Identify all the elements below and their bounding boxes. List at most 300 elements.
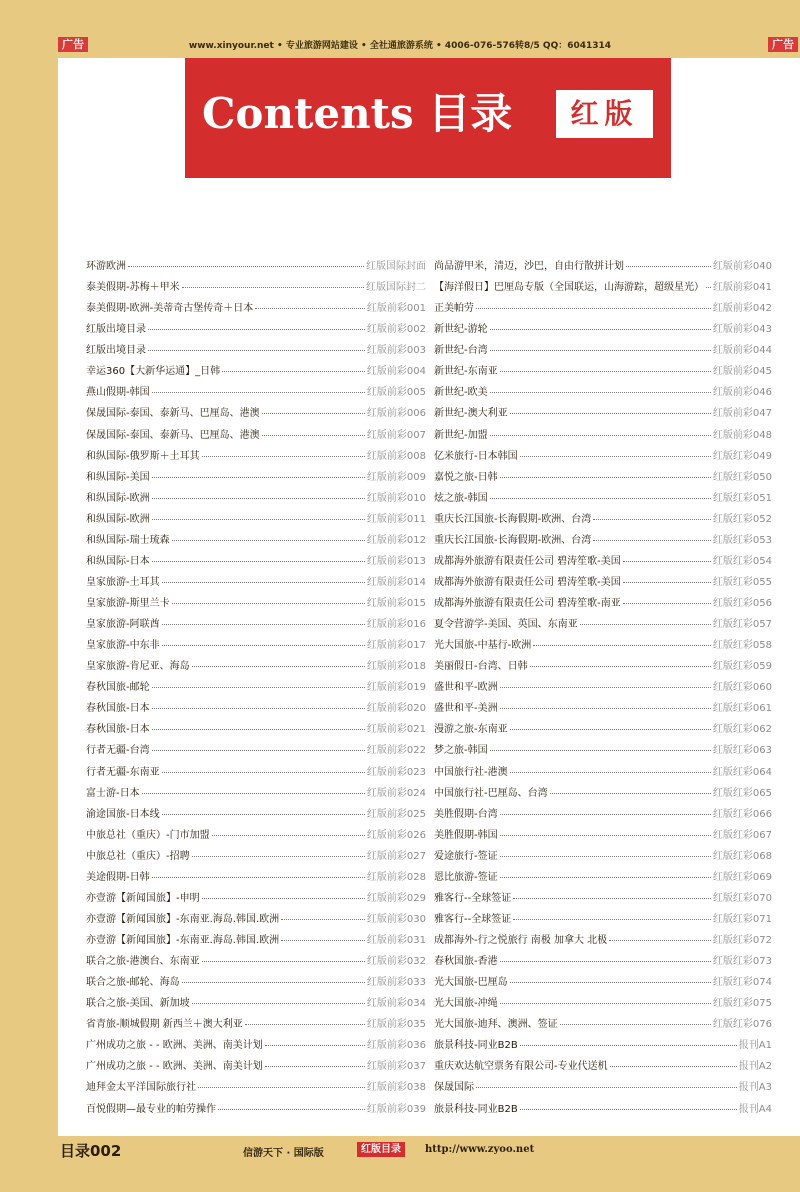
dot-leader bbox=[500, 708, 711, 709]
toc-entry[interactable] bbox=[434, 1035, 772, 1056]
toc-entry[interactable] bbox=[86, 277, 426, 298]
toc-entry[interactable] bbox=[86, 488, 426, 509]
toc-entry-title: 炫之旅-韩国 bbox=[434, 492, 488, 504]
dot-leader bbox=[162, 814, 365, 815]
dot-leader bbox=[510, 413, 711, 414]
toc-entry[interactable] bbox=[434, 804, 772, 825]
toc-entry-page: 红版前彩025 bbox=[366, 808, 426, 820]
dot-leader bbox=[500, 835, 711, 836]
toc-entry-page: 红版前彩036 bbox=[366, 1040, 426, 1052]
toc-entry-page: 红版前彩033 bbox=[366, 977, 426, 989]
toc-entry-title: 旅景科技-同业B2B bbox=[434, 1040, 518, 1052]
dot-leader bbox=[623, 603, 711, 604]
toc-entry-title: 皇家旅游-土耳其 bbox=[86, 576, 160, 588]
site-info: www.xinyour.net • 专业旅游网站建设 • 全社通旅游系统 • 4006-076-576转8/5 QQ：6041314 bbox=[188, 41, 612, 51]
toc-entry-title: 盛世和平-美洲 bbox=[434, 703, 498, 715]
toc-entry-title: 亿米旅行-日本韩国 bbox=[434, 450, 518, 462]
toc-entry-page: 红版前彩018 bbox=[366, 661, 426, 673]
toc-entry-title: 广州成功之旅 - - 欧洲、美洲、南美计划 bbox=[86, 1061, 263, 1073]
toc-entry-page: 红版前彩002 bbox=[366, 324, 426, 336]
dot-leader bbox=[490, 350, 711, 351]
toc-entry-title: 新世纪-台湾 bbox=[434, 345, 488, 357]
toc-entry-title: 夏令营游学-美国、英国、东南亚 bbox=[434, 619, 578, 631]
toc-entry-page: 红版红彩074 bbox=[712, 977, 772, 989]
toc-entry-title: 和纵国际-日本 bbox=[86, 555, 150, 567]
toc-entry[interactable] bbox=[434, 740, 772, 761]
page-number-label: 目录002 bbox=[60, 1142, 122, 1160]
toc-entry-page: 红版红彩054 bbox=[712, 555, 772, 567]
dot-leader bbox=[192, 1003, 365, 1004]
toc-entry[interactable] bbox=[86, 382, 426, 403]
toc-entry[interactable] bbox=[86, 846, 426, 867]
dot-leader bbox=[281, 919, 365, 920]
toc-entry[interactable] bbox=[434, 993, 772, 1014]
toc-entry-page: 报刊A3 bbox=[738, 1082, 772, 1094]
toc-entry[interactable] bbox=[86, 825, 426, 846]
dot-leader bbox=[262, 413, 365, 414]
toc-entry[interactable] bbox=[434, 403, 772, 424]
toc-entry-page: 红版前彩034 bbox=[366, 998, 426, 1010]
toc-entry[interactable] bbox=[434, 298, 772, 319]
toc-entry-page: 红版前彩041 bbox=[712, 282, 772, 294]
toc-entry-title: 行者无疆-东南亚 bbox=[86, 766, 160, 778]
toc-entry-page: 红版前彩010 bbox=[366, 492, 426, 504]
toc-entry[interactable] bbox=[86, 677, 426, 698]
toc-entry-title: 和纵国际-瑞士琉森 bbox=[86, 534, 170, 546]
footer-badge: 红版目录 bbox=[357, 1142, 405, 1157]
toc-entry[interactable] bbox=[434, 425, 772, 446]
toc-entry[interactable] bbox=[434, 783, 772, 804]
toc-entry-page: 红版红彩071 bbox=[712, 913, 772, 925]
toc-entry-title: 幸运360【大新华运通】_日韩 bbox=[86, 366, 221, 378]
toc-entry[interactable] bbox=[86, 656, 426, 677]
dot-leader bbox=[593, 540, 711, 541]
toc-entry-title: 重庆长江国旅-长海假期-欧洲、台湾 bbox=[434, 513, 592, 525]
toc-entry[interactable] bbox=[434, 530, 772, 551]
toc-entry[interactable] bbox=[434, 488, 772, 509]
dot-leader bbox=[128, 266, 364, 267]
toc-entry[interactable] bbox=[86, 403, 426, 424]
toc-entry-title: 春秋国旅-香港 bbox=[434, 956, 498, 968]
toc-entry[interactable] bbox=[434, 361, 772, 382]
toc-entry-title: 渝途国旅-日本线 bbox=[86, 808, 160, 820]
toc-entry-page: 红版红彩065 bbox=[712, 787, 772, 799]
toc-entry-page: 红版前彩012 bbox=[366, 534, 426, 546]
toc-entry[interactable] bbox=[434, 509, 772, 530]
toc-entry[interactable] bbox=[86, 888, 426, 909]
toc-entry-title: 雅客行--全球签证 bbox=[434, 913, 512, 925]
toc-entry-title: 重庆欢达航空票务有限公司-专业代送机 bbox=[434, 1061, 608, 1073]
toc-entry-page: 红版前彩015 bbox=[366, 598, 426, 609]
toc-entry-title: 中国旅行社-港澳 bbox=[434, 766, 508, 778]
toc-entry[interactable] bbox=[86, 783, 426, 804]
toc-entry-page: 红版前彩003 bbox=[366, 345, 426, 357]
toc-entry[interactable] bbox=[86, 446, 426, 467]
toc-entry-title: 联合之旅-美国、新加坡 bbox=[86, 998, 190, 1010]
dot-leader bbox=[265, 1066, 365, 1067]
dot-leader bbox=[550, 793, 711, 794]
banner-title: Contents 目录 bbox=[202, 89, 513, 138]
toc-entry[interactable] bbox=[86, 1099, 426, 1120]
toc-entry[interactable] bbox=[434, 867, 772, 888]
toc-entry[interactable] bbox=[434, 340, 772, 361]
toc-entry[interactable] bbox=[86, 319, 426, 340]
toc-entry-title: 成都海外旅游有限责任公司 碧涛笙歌-美国 bbox=[434, 555, 621, 567]
toc-entry-page: 红版红彩056 bbox=[712, 598, 772, 609]
toc-entry-title: 红版出境目录 bbox=[86, 324, 146, 336]
toc-entry[interactable] bbox=[86, 635, 426, 656]
dot-leader bbox=[623, 561, 711, 562]
toc-entry[interactable] bbox=[434, 551, 772, 572]
toc-entry-title: 漫游之旅-东南亚 bbox=[434, 724, 508, 736]
toc-entry-title: 迪拜金太平洋国际旅行社 bbox=[86, 1082, 196, 1094]
toc-entry-title: 重庆长江国旅-长海假期-欧洲、台湾 bbox=[434, 534, 592, 546]
toc-entry[interactable] bbox=[86, 551, 426, 572]
dot-leader bbox=[152, 561, 365, 562]
toc-entry-page: 红版国际封面 bbox=[366, 261, 426, 272]
toc-entry-title: 和纵国际-俄罗斯＋土耳其 bbox=[86, 450, 200, 462]
toc-entry-page: 红版前彩008 bbox=[366, 450, 426, 462]
toc-entry[interactable] bbox=[86, 1077, 426, 1098]
dot-leader bbox=[212, 835, 365, 836]
toc-entry[interactable] bbox=[434, 888, 772, 909]
toc-entry-page: 红版红彩067 bbox=[712, 829, 772, 841]
toc-entry[interactable] bbox=[86, 762, 426, 783]
toc-entry[interactable] bbox=[434, 614, 772, 635]
ad-label-right: 广告 bbox=[768, 37, 798, 52]
dot-leader bbox=[245, 1024, 365, 1025]
toc-entry-page: 红版前彩019 bbox=[366, 682, 426, 694]
toc-entry-title: 雅客行--全球签证 bbox=[434, 892, 512, 904]
dot-leader bbox=[152, 498, 365, 499]
toc-entry-title: 成都海外旅游有限责任公司 碧涛笙歌-南亚 bbox=[434, 598, 621, 609]
dot-leader bbox=[148, 329, 365, 330]
dot-leader bbox=[152, 877, 365, 878]
toc-entry[interactable] bbox=[434, 467, 772, 488]
footer-url[interactable]: http://www.zyoo.net bbox=[425, 1144, 535, 1155]
toc-entry[interactable] bbox=[86, 719, 426, 740]
toc-entry[interactable] bbox=[434, 762, 772, 783]
dot-leader bbox=[500, 1003, 711, 1004]
toc-entry-page: 红版红彩062 bbox=[712, 724, 772, 736]
footer-brand: 信游天下 · 国际版 bbox=[243, 1148, 324, 1159]
toc-entry-page: 红版前彩009 bbox=[366, 471, 426, 483]
toc-entry[interactable] bbox=[434, 382, 772, 403]
toc-entry-page: 红版前彩046 bbox=[712, 387, 772, 399]
toc-entry-page: 红版前彩007 bbox=[366, 429, 426, 441]
dot-leader bbox=[148, 350, 365, 351]
dot-leader bbox=[182, 287, 364, 288]
toc-entry-title: 美途假期-日韩 bbox=[86, 871, 150, 883]
toc-entry[interactable] bbox=[434, 635, 772, 656]
toc-entry[interactable] bbox=[434, 277, 772, 298]
toc-entry-page: 红版红彩049 bbox=[712, 450, 772, 462]
dot-leader bbox=[281, 940, 365, 941]
dot-leader bbox=[510, 982, 711, 983]
toc-entry-title: 联合之旅-邮轮、海岛 bbox=[86, 977, 180, 989]
toc-entry-page: 红版红彩070 bbox=[712, 892, 772, 904]
toc-entry[interactable] bbox=[434, 1056, 772, 1077]
toc-entry[interactable] bbox=[86, 740, 426, 761]
footer bbox=[0, 1136, 800, 1192]
toc-entry-page: 红版前彩042 bbox=[712, 303, 772, 315]
dot-leader bbox=[265, 1045, 365, 1046]
toc-entry-page: 红版前彩023 bbox=[366, 766, 426, 778]
dot-leader bbox=[162, 772, 365, 773]
toc-entry-page: 红版红彩073 bbox=[712, 956, 772, 968]
dot-leader bbox=[490, 498, 711, 499]
toc-entry[interactable] bbox=[434, 698, 772, 719]
dot-leader bbox=[706, 287, 711, 288]
toc-entry-title: 春秋国旅-日本 bbox=[86, 703, 150, 715]
dot-leader bbox=[560, 1024, 711, 1025]
dot-leader bbox=[510, 729, 711, 730]
toc-entry-title: 【海洋假日】巴厘岛专版（全国联运，山海游踪，超级星光） bbox=[434, 282, 704, 294]
toc-entry-title: 泰美假期-苏梅＋甲米 bbox=[86, 282, 180, 294]
toc-entry-page: 红版前彩026 bbox=[366, 829, 426, 841]
toc-entry-title: 美丽假日-台湾、日韩 bbox=[434, 661, 528, 673]
toc-entry-title: 亦壹游【新闻国旅】-东南亚.海岛.韩国.欧洲 bbox=[86, 935, 280, 946]
toc-entry-title: 燕山假期-韩国 bbox=[86, 387, 150, 399]
toc-entry[interactable] bbox=[434, 446, 772, 467]
dot-leader bbox=[172, 540, 365, 541]
dot-leader bbox=[218, 1109, 365, 1110]
toc-entry[interactable] bbox=[86, 425, 426, 446]
toc-entry-page: 报刊A2 bbox=[738, 1061, 772, 1073]
dot-leader bbox=[152, 708, 365, 709]
dot-leader bbox=[513, 898, 711, 899]
toc-entry[interactable] bbox=[86, 593, 426, 614]
toc-entry-page: 红版红彩069 bbox=[712, 871, 772, 883]
toc-entry-page: 红版红彩051 bbox=[712, 492, 772, 504]
toc-entry-page: 红版红彩057 bbox=[712, 619, 772, 631]
toc-entry-page: 红版前彩043 bbox=[712, 324, 772, 336]
toc-entry-page: 红版前彩048 bbox=[712, 429, 772, 441]
toc-entry-title: 新世纪-游轮 bbox=[434, 324, 488, 336]
dot-leader bbox=[192, 666, 365, 667]
toc-entry[interactable] bbox=[86, 930, 426, 951]
dot-leader bbox=[580, 624, 711, 625]
toc-entry[interactable] bbox=[434, 677, 772, 698]
toc-entry-title: 省青旅-顺城假期 新西兰＋澳大利亚 bbox=[86, 1019, 243, 1031]
dot-leader bbox=[198, 1087, 365, 1088]
toc-entry[interactable] bbox=[86, 1056, 426, 1077]
toc-entry-title: 保晟国际-泰国、泰新马、巴厘岛、港澳 bbox=[86, 429, 260, 441]
toc-entry-page: 红版红彩064 bbox=[712, 766, 772, 778]
toc-entry-page: 红版前彩039 bbox=[366, 1103, 426, 1115]
toc-right-column bbox=[434, 256, 772, 1120]
toc-entry-title: 成都海外-行之悦旅行 南极 加拿大 北极 bbox=[434, 935, 608, 946]
toc-entry-title: 嘉悦之旅-日韩 bbox=[434, 471, 498, 483]
dot-leader bbox=[152, 750, 365, 751]
contents-banner bbox=[185, 58, 671, 178]
toc-entry-page: 红版前彩031 bbox=[366, 935, 426, 946]
toc-entry-title: 新世纪-加盟 bbox=[434, 429, 488, 441]
toc-entry-title: 环游欧洲 bbox=[86, 261, 126, 272]
toc-entry-title: 中国旅行社-巴厘岛、台湾 bbox=[434, 787, 548, 799]
toc-entry-page: 红版前彩017 bbox=[366, 640, 426, 652]
toc-entry[interactable] bbox=[86, 361, 426, 382]
dot-leader bbox=[533, 645, 711, 646]
toc-entry-page: 红版前彩045 bbox=[712, 366, 772, 378]
dot-leader bbox=[530, 666, 711, 667]
toc-entry-title: 保晟国际 bbox=[434, 1082, 474, 1094]
dot-leader bbox=[593, 519, 711, 520]
toc-entry-page: 红版前彩016 bbox=[366, 619, 426, 631]
dot-leader bbox=[513, 919, 711, 920]
dot-leader bbox=[152, 519, 365, 520]
toc-entry[interactable] bbox=[86, 256, 426, 277]
dot-leader bbox=[162, 624, 365, 625]
toc-entry[interactable] bbox=[434, 319, 772, 340]
toc-entry[interactable] bbox=[86, 1014, 426, 1035]
toc-entry[interactable] bbox=[86, 698, 426, 719]
dot-leader bbox=[476, 308, 711, 309]
toc-entry[interactable] bbox=[86, 572, 426, 593]
toc-entry[interactable] bbox=[86, 804, 426, 825]
toc-entry-page: 红版前彩035 bbox=[366, 1019, 426, 1031]
toc-entry-title: 行者无疆-台湾 bbox=[86, 745, 150, 757]
toc-entry[interactable] bbox=[86, 467, 426, 488]
dot-leader bbox=[500, 687, 711, 688]
toc-entry-title: 泰美假期-欧洲-美蒂奇古堡传奇＋日本 bbox=[86, 303, 254, 315]
toc-entry[interactable] bbox=[434, 846, 772, 867]
toc-entry[interactable] bbox=[434, 572, 772, 593]
toc-entry[interactable] bbox=[434, 909, 772, 930]
toc-entry[interactable] bbox=[86, 530, 426, 551]
dot-leader bbox=[500, 814, 711, 815]
toc-entry[interactable] bbox=[86, 1035, 426, 1056]
toc-entry-page: 红版红彩063 bbox=[712, 745, 772, 757]
toc-entry-page: 红版前彩028 bbox=[366, 871, 426, 883]
toc-entry-title: 联合之旅-港澳台、东南亚 bbox=[86, 956, 200, 968]
toc-entry-title: 春秋国旅-邮轮 bbox=[86, 682, 150, 694]
dot-leader bbox=[626, 266, 711, 267]
toc-entry-page: 红版前彩014 bbox=[366, 576, 426, 588]
toc-entry-title: 新世纪-东南亚 bbox=[434, 366, 498, 378]
toc-entry[interactable] bbox=[434, 951, 772, 972]
toc-entry[interactable] bbox=[86, 972, 426, 993]
edition-badge: 红版 bbox=[556, 90, 653, 138]
toc-entry-title: 新世纪-欧美 bbox=[434, 387, 488, 399]
toc-entry[interactable] bbox=[434, 1077, 772, 1098]
toc-entry[interactable] bbox=[86, 951, 426, 972]
toc-entry-page: 红版前彩020 bbox=[366, 703, 426, 715]
toc-entry-page: 红版红彩050 bbox=[712, 471, 772, 483]
toc-entry-title: 爱途旅行-签证 bbox=[434, 850, 498, 862]
dot-leader bbox=[262, 435, 365, 436]
toc-entry-page: 红版前彩047 bbox=[712, 408, 772, 420]
toc-entry[interactable] bbox=[434, 825, 772, 846]
toc-entry-page: 红版前彩024 bbox=[366, 787, 426, 799]
toc-entry[interactable] bbox=[434, 656, 772, 677]
toc-entry-page: 红版前彩037 bbox=[366, 1061, 426, 1073]
toc-entry-page: 红版前彩030 bbox=[366, 913, 426, 925]
dot-leader bbox=[255, 308, 365, 309]
dot-leader bbox=[610, 1066, 737, 1067]
toc-entry-title: 皇家旅游-阿联酋 bbox=[86, 619, 160, 631]
toc-entry-title: 光大国旅-冲绳 bbox=[434, 998, 498, 1010]
dot-leader bbox=[476, 1087, 737, 1088]
dot-leader bbox=[623, 582, 711, 583]
toc-entry-title: 美胜假期-台湾 bbox=[434, 808, 498, 820]
dot-leader bbox=[520, 456, 711, 457]
toc-entry-title: 梦之旅-韩国 bbox=[434, 745, 488, 757]
toc-entry-title: 光大国旅-迪拜、澳洲、签证 bbox=[434, 1019, 558, 1031]
toc-entry[interactable] bbox=[434, 719, 772, 740]
toc-entry[interactable] bbox=[434, 593, 772, 614]
toc-entry[interactable] bbox=[86, 340, 426, 361]
toc-entry-page: 红版前彩027 bbox=[366, 850, 426, 862]
toc-entry-page: 红版红彩059 bbox=[712, 661, 772, 673]
dot-leader bbox=[162, 645, 365, 646]
toc-entry-page: 红版前彩006 bbox=[366, 408, 426, 420]
toc-entry-title: 皇家旅游-中东非 bbox=[86, 640, 160, 652]
dot-leader bbox=[609, 940, 711, 941]
dot-leader bbox=[152, 729, 365, 730]
dot-leader bbox=[510, 772, 711, 773]
dot-leader bbox=[162, 582, 365, 583]
toc-entry-page: 红版红彩052 bbox=[712, 513, 772, 525]
dot-leader bbox=[202, 898, 365, 899]
toc-entry-page: 红版国际封二 bbox=[366, 282, 426, 294]
dot-leader bbox=[500, 477, 711, 478]
toc-entry-title: 百悦假期—最专业的帕劳操作 bbox=[86, 1103, 216, 1115]
dot-leader bbox=[202, 456, 365, 457]
toc-entry[interactable] bbox=[434, 1014, 772, 1035]
toc-entry-page: 报刊A1 bbox=[738, 1040, 772, 1052]
ad-label-left: 广告 bbox=[58, 37, 88, 52]
toc-entry-page: 报刊A4 bbox=[738, 1103, 772, 1115]
toc-entry-title: 中旅总社（重庆）-门市加盟 bbox=[86, 829, 210, 841]
toc-entry[interactable] bbox=[86, 614, 426, 635]
toc-entry-page: 红版前彩022 bbox=[366, 745, 426, 757]
dot-leader bbox=[490, 435, 711, 436]
toc-entry-title: 富士游-日本 bbox=[86, 787, 140, 799]
toc-entry-page: 红版红彩061 bbox=[712, 703, 772, 715]
toc-entry-title: 皇家旅游-肯尼亚、海岛 bbox=[86, 661, 190, 673]
toc-entry[interactable] bbox=[434, 256, 772, 277]
toc-entry-title: 中旅总社（重庆）-招聘 bbox=[86, 850, 190, 862]
toc-entry-page: 红版前彩005 bbox=[366, 387, 426, 399]
dot-leader bbox=[192, 856, 365, 857]
toc-entry[interactable] bbox=[86, 867, 426, 888]
toc-entry[interactable] bbox=[434, 1099, 772, 1120]
toc-entry-page: 红版前彩032 bbox=[366, 956, 426, 968]
toc-entry[interactable] bbox=[86, 509, 426, 530]
dot-leader bbox=[222, 371, 365, 372]
toc-entry[interactable] bbox=[434, 972, 772, 993]
dot-leader bbox=[500, 961, 711, 962]
toc-entry-page: 红版前彩038 bbox=[366, 1082, 426, 1094]
toc-entry-page: 红版前彩004 bbox=[366, 366, 426, 378]
toc-left-column bbox=[86, 256, 426, 1120]
toc-entry-page: 红版红彩055 bbox=[712, 576, 772, 588]
toc-entry-title: 春秋国旅-日本 bbox=[86, 724, 150, 736]
dot-leader bbox=[500, 371, 711, 372]
toc-entry-page: 红版前彩001 bbox=[366, 303, 426, 315]
toc-entry-page: 红版红彩060 bbox=[712, 682, 772, 694]
toc-entry-page: 红版前彩011 bbox=[366, 513, 426, 525]
dot-leader bbox=[520, 1109, 737, 1110]
dot-leader bbox=[172, 603, 365, 604]
toc-entry[interactable] bbox=[434, 930, 772, 951]
toc-entry[interactable] bbox=[86, 909, 426, 930]
toc-entry-title: 恩比旅游-签证 bbox=[434, 871, 498, 883]
toc-entry-title: 正美帕劳 bbox=[434, 303, 474, 315]
toc-entry[interactable] bbox=[86, 298, 426, 319]
toc-entry[interactable] bbox=[86, 993, 426, 1014]
